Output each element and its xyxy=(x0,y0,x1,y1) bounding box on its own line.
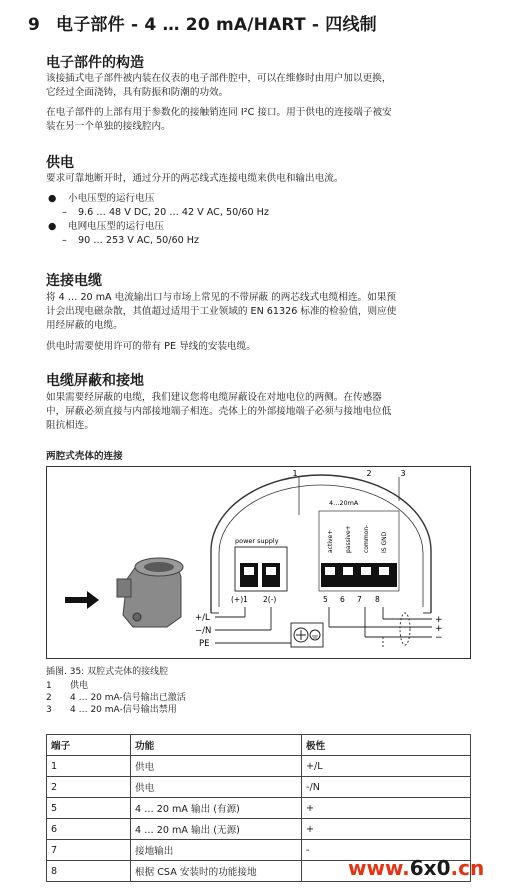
housing-illustration xyxy=(65,558,183,627)
legend-number: 3 xyxy=(46,705,52,715)
text-line: 计会出现电磁杂散，其值超过适用于工业领域的 EN 61326 标准的检验值，则应使 xyxy=(46,306,397,317)
chapter-number: 9 xyxy=(28,15,41,35)
terminal-6-label: 6 xyxy=(340,595,345,604)
passive-label: passive+ xyxy=(345,525,352,553)
list-item: 小电压型的运行电压 xyxy=(68,193,155,204)
text-line: 将 4 … 20 mA 电流输出口与市场上常见的不带屏蔽 的两芯线式电缆相连。如果预 xyxy=(46,292,396,303)
figure-caption: 插图. 35: 双腔式壳体的接线腔 xyxy=(46,667,169,677)
table-header-row xyxy=(47,735,471,756)
terminal-1-label: (+)1 xyxy=(231,595,248,604)
current-range-label: 4...20mA xyxy=(329,499,359,507)
table-cell: + xyxy=(302,798,471,819)
terminal-5-label: 5 xyxy=(323,595,328,604)
text-line: 如果需要经屏蔽的电缆，我们建议您将电缆屏蔽设在对地电位的两侧。在传感器 xyxy=(46,392,382,403)
signal-minus: − xyxy=(435,633,443,643)
section-heading-cable: 连接电缆 xyxy=(46,273,102,289)
terminal-8-label: 8 xyxy=(375,595,380,604)
wire-label-pe: PE xyxy=(199,639,210,649)
table-row xyxy=(47,819,471,840)
terminal-7-label: 7 xyxy=(357,595,362,604)
column-header: 极性 xyxy=(302,735,471,756)
list-value: 9.6 … 48 V DC, 20 … 42 V AC, 50/60 Hz xyxy=(78,207,269,218)
dash: – xyxy=(62,235,67,246)
list-item: 电网电压型的运行电压 xyxy=(68,221,164,232)
wiring-figure xyxy=(46,466,471,659)
table-cell: 8 xyxy=(47,861,131,882)
paragraph xyxy=(46,391,474,433)
column-header: 端子 xyxy=(47,735,131,756)
watermark-part: 6x0 xyxy=(409,856,451,880)
table-cell: 接地输出 xyxy=(131,840,302,861)
section-heading-structure: 电子部件的构造 xyxy=(46,55,144,71)
paragraph xyxy=(46,291,474,333)
wire-label-l: +/L xyxy=(195,613,210,623)
table-row xyxy=(47,777,471,798)
table-cell: 6 xyxy=(47,819,131,840)
legend-item xyxy=(46,704,177,716)
common-label: common- xyxy=(363,524,370,553)
table-cell: 供电 xyxy=(131,756,302,777)
bullet: ● xyxy=(48,193,57,204)
paragraph xyxy=(46,106,474,134)
list-value: 90 … 253 V AC, 50/60 Hz xyxy=(78,235,200,246)
text-line: 阻抗相连。 xyxy=(46,420,94,431)
callout-2: 2 xyxy=(366,469,372,478)
table-row xyxy=(47,756,471,777)
text-line: 用经屏蔽的电缆。 xyxy=(46,320,123,331)
wire-label-n: −/N xyxy=(195,626,212,636)
legend-number: 1 xyxy=(46,681,52,691)
section-heading-power: 供电 xyxy=(46,155,74,171)
text-line: 装在另一个单独的接线腔内。 xyxy=(46,121,171,132)
bullet: ● xyxy=(48,221,57,232)
callout-1: 1 xyxy=(292,469,298,478)
table-cell: 2 xyxy=(47,777,131,798)
legend-text: 4 … 20 mA-信号输出已激活 xyxy=(70,693,186,703)
table-cell: 供电 xyxy=(131,777,302,798)
watermark-part: .cn xyxy=(450,856,485,880)
legend-text: 4 … 20 mA-信号输出禁用 xyxy=(70,705,177,715)
arrow-icon xyxy=(65,591,99,609)
chapter-title xyxy=(28,10,377,35)
text-line: 它经过全面浇铸，具有防振和防潮的功效。 xyxy=(46,87,229,98)
watermark xyxy=(348,856,484,880)
paragraph: 供电时需要使用许可的带有 PE 导线的安装电缆。 xyxy=(46,341,256,352)
paragraph: 要求可靠地断开时，通过分开的两芯线式连接电缆来供电和输出电流。 xyxy=(46,173,344,184)
signal-plus-1: + xyxy=(435,615,443,625)
legend-number: 2 xyxy=(46,693,52,703)
text-line: 该接插式电子部件被内装在仪表的电子部件腔中，可以在维修时由用户加以更换， xyxy=(46,73,392,84)
power-supply-label: power supply xyxy=(235,537,279,545)
active-label: active+ xyxy=(327,529,334,553)
table-cell: + xyxy=(302,819,471,840)
chapter-title-text: 电子部件 - 4 … 20 mA/HART - 四线制 xyxy=(56,15,377,35)
text-line: 中，屏蔽必须直接与内部接地端子相连。壳体上的外部接地端子必须与接地电位低 xyxy=(46,406,392,417)
table-cell: +/L xyxy=(302,756,471,777)
table-cell: 根据 CSA 安装时的功能接地 xyxy=(131,861,302,882)
signal-plus-2: + xyxy=(435,624,443,634)
legend-item xyxy=(46,680,88,692)
table-cell: 1 xyxy=(47,756,131,777)
column-header: 功能 xyxy=(131,735,302,756)
figure-heading: 两腔式壳体的连接 xyxy=(46,451,123,462)
table-cell: -/N xyxy=(302,777,471,798)
is-gnd-label: IS GND xyxy=(381,531,388,553)
table-cell: 7 xyxy=(47,840,131,861)
table-cell: 5 xyxy=(47,798,131,819)
table-row xyxy=(47,798,471,819)
watermark-part: www. xyxy=(348,856,410,880)
terminal-2-label: 2(-) xyxy=(263,595,277,604)
paragraph xyxy=(46,72,474,100)
dash: – xyxy=(62,207,67,218)
callout-3: 3 xyxy=(400,469,406,478)
table-cell: - xyxy=(302,840,471,861)
section-heading-shielding: 电缆屏蔽和接地 xyxy=(46,373,144,389)
legend-text: 供电 xyxy=(70,681,89,691)
text-line: 在电子部件的上部有用于参数化的接触销连同 I²C 接口。用于供电的连接端子被安 xyxy=(46,107,392,118)
wiring-diagram xyxy=(47,467,472,660)
legend-item xyxy=(46,692,186,704)
table-cell: 4 … 20 mA 输出 (有源) xyxy=(131,798,302,819)
table-cell: 4 … 20 mA 输出 (无源) xyxy=(131,819,302,840)
